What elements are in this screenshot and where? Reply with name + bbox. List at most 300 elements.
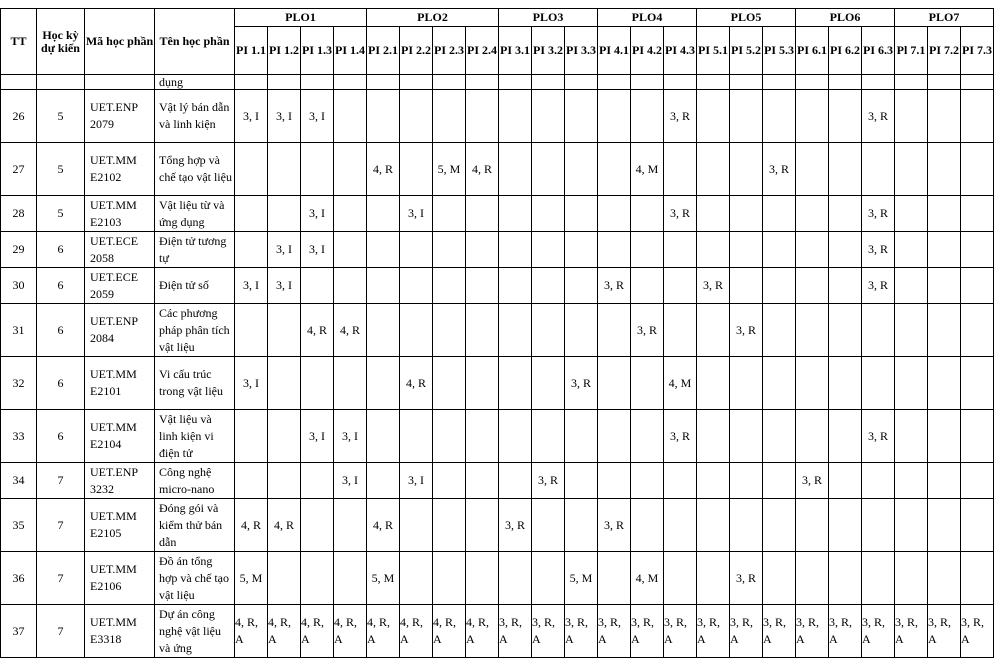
pi-mark-cell bbox=[862, 90, 895, 143]
pi-mark-cell bbox=[499, 196, 532, 232]
pi-mark-cell bbox=[598, 463, 631, 499]
pi-mark-cell bbox=[631, 552, 664, 605]
pi-mark-cell bbox=[763, 499, 796, 552]
pi-mark-cell bbox=[400, 410, 433, 463]
pi-mark-cell bbox=[862, 268, 895, 304]
pi-mark: 3, R bbox=[867, 242, 888, 256]
pi-mark-cell bbox=[631, 304, 664, 357]
pi-mark-cell bbox=[664, 499, 697, 552]
pi-mark-cell bbox=[895, 357, 928, 410]
course-semester: 6 bbox=[37, 357, 85, 410]
pi-mark-cell bbox=[565, 499, 598, 552]
pi-mark-cell bbox=[598, 552, 631, 605]
table-row bbox=[1, 605, 994, 658]
header-pi: PI 2.4 bbox=[466, 27, 499, 75]
table-row bbox=[1, 232, 994, 268]
pi-mark-cell bbox=[928, 232, 961, 268]
pi-mark-cell bbox=[367, 499, 400, 552]
pi-mark-cell bbox=[268, 357, 301, 410]
pi-mark: 3, I bbox=[243, 278, 259, 292]
pi-mark-cell bbox=[235, 410, 268, 463]
pi-mark: 3, R bbox=[801, 473, 822, 487]
pi-mark-cell bbox=[466, 499, 499, 552]
pi-mark-cell bbox=[862, 196, 895, 232]
pi-mark-cell bbox=[928, 357, 961, 410]
pi-mark-cell bbox=[466, 357, 499, 410]
header-pi: PI 7.3 bbox=[961, 27, 994, 75]
pi-mark: 3, R bbox=[603, 517, 624, 532]
course-semester: 7 bbox=[37, 499, 85, 552]
pi-mark-cell bbox=[466, 410, 499, 463]
pi-mark: 4, R bbox=[372, 161, 393, 176]
course-number: 35 bbox=[1, 499, 37, 552]
pi-mark: 3, R bbox=[867, 108, 888, 123]
pi-mark-cell bbox=[664, 90, 697, 143]
table-row bbox=[1, 463, 994, 499]
pi-mark-cell bbox=[763, 143, 796, 196]
pi-mark-cell bbox=[928, 605, 961, 658]
pi-mark-cell bbox=[334, 268, 367, 304]
header-plo: PLO1 bbox=[235, 9, 367, 27]
pi-mark-cell bbox=[466, 268, 499, 304]
table-header bbox=[1, 9, 994, 75]
pi-mark-cell bbox=[697, 268, 730, 304]
pi-mark: 5, M bbox=[437, 161, 461, 176]
pi-mark-cell bbox=[598, 499, 631, 552]
course-number: 26 bbox=[1, 90, 37, 143]
pi-mark-cell bbox=[862, 605, 895, 658]
pi-mark-cell bbox=[466, 463, 499, 499]
pi-mark-cell bbox=[928, 410, 961, 463]
pi-mark-cell bbox=[730, 196, 763, 232]
pi-mark: 3, R bbox=[867, 206, 888, 220]
pi-mark: 3, R bbox=[669, 206, 690, 220]
pi-mark-cell bbox=[697, 196, 730, 232]
pi-mark-cell bbox=[466, 90, 499, 143]
pi-mark-cell bbox=[565, 357, 598, 410]
header-pi: PI 6.3 bbox=[862, 27, 895, 75]
course-number: 31 bbox=[1, 304, 37, 357]
course-name: Vi cấu trúc trong vật liệu bbox=[155, 357, 235, 410]
course-semester: 5 bbox=[37, 196, 85, 232]
header-hoc-ky: Học kỳ dự kiến bbox=[37, 9, 85, 75]
pi-mark-cell bbox=[433, 143, 466, 196]
pi-mark-cell bbox=[598, 232, 631, 268]
header-pi: PI 2.3 bbox=[433, 27, 466, 75]
pi-mark: 3, R, A bbox=[532, 615, 556, 646]
pi-mark-cell bbox=[796, 232, 829, 268]
pi-mark: 3, R bbox=[537, 473, 558, 487]
pi-mark-cell bbox=[367, 196, 400, 232]
course-name: Đồ án tổng hợp và chế tạo vật liệu bbox=[155, 552, 235, 605]
pi-mark-cell bbox=[400, 196, 433, 232]
header-ma-hoc-phan: Mã học phần bbox=[85, 9, 155, 75]
pi-mark: 3, R, A bbox=[829, 615, 853, 646]
pi-mark-cell bbox=[301, 410, 334, 463]
pi-mark-cell bbox=[664, 232, 697, 268]
pi-mark-cell bbox=[565, 196, 598, 232]
pi-mark: 3, R, A bbox=[895, 615, 919, 646]
pi-mark-cell bbox=[301, 268, 334, 304]
pi-mark: 4, R, A bbox=[466, 615, 490, 646]
pi-mark-cell bbox=[433, 196, 466, 232]
pi-mark-cell bbox=[235, 90, 268, 143]
pi-mark-cell bbox=[763, 463, 796, 499]
pi-mark-cell bbox=[763, 357, 796, 410]
pi-mark-cell bbox=[367, 605, 400, 658]
pi-mark-cell bbox=[895, 268, 928, 304]
pi-mark-cell bbox=[565, 410, 598, 463]
pi-mark: 3, R, A bbox=[796, 615, 820, 646]
pi-mark-cell bbox=[730, 232, 763, 268]
table-row-continued bbox=[1, 75, 994, 90]
pi-mark-cell bbox=[730, 357, 763, 410]
header-pi: PI 4.3 bbox=[664, 27, 697, 75]
pi-mark-cell bbox=[268, 143, 301, 196]
pi-mark-cell bbox=[697, 304, 730, 357]
pi-mark: 4, M bbox=[635, 161, 659, 176]
pi-mark-cell bbox=[565, 268, 598, 304]
pi-mark-cell bbox=[631, 463, 664, 499]
pi-mark: 3, R bbox=[735, 322, 756, 337]
pi-mark-cell bbox=[631, 143, 664, 196]
header-pi: PI 2.1 bbox=[367, 27, 400, 75]
pi-mark-cell bbox=[829, 463, 862, 499]
pi-mark-cell bbox=[334, 90, 367, 143]
course-name: Đóng gói và kiểm thử bán dẫn bbox=[155, 499, 235, 552]
pi-mark: 3, R bbox=[603, 278, 624, 292]
pi-mark-cell bbox=[697, 463, 730, 499]
header-plo: PLO2 bbox=[367, 9, 499, 27]
pi-mark-cell bbox=[565, 232, 598, 268]
pi-mark-cell bbox=[400, 552, 433, 605]
pi-mark-cell bbox=[763, 268, 796, 304]
header-pi: PI 1.1 bbox=[235, 27, 268, 75]
pi-mark-cell bbox=[334, 552, 367, 605]
pi-mark-cell bbox=[400, 143, 433, 196]
pi-mark-cell bbox=[301, 499, 334, 552]
course-code: UET.MM E2101 bbox=[85, 357, 155, 410]
course-code: UET.MM E3318 bbox=[85, 605, 155, 658]
pi-mark-cell bbox=[664, 357, 697, 410]
pi-mark-cell bbox=[961, 410, 994, 463]
pi-mark-cell bbox=[763, 605, 796, 658]
pi-mark-cell bbox=[367, 232, 400, 268]
header-pi: PI 6.2 bbox=[829, 27, 862, 75]
pi-mark-cell bbox=[565, 463, 598, 499]
pi-mark-cell bbox=[400, 357, 433, 410]
pi-mark-cell bbox=[961, 552, 994, 605]
pi-mark-cell bbox=[763, 552, 796, 605]
pi-mark-cell bbox=[631, 410, 664, 463]
course-name-continued: dụng bbox=[155, 75, 235, 90]
pi-mark: 3, I bbox=[342, 428, 358, 443]
pi-mark: 3, R, A bbox=[730, 615, 754, 646]
pi-mark-cell bbox=[796, 268, 829, 304]
pi-mark: 3, R bbox=[867, 428, 888, 443]
table-row bbox=[1, 304, 994, 357]
pi-mark-cell bbox=[235, 605, 268, 658]
pi-mark: 3, I bbox=[342, 473, 358, 487]
pi-mark-cell bbox=[829, 143, 862, 196]
pi-mark-cell bbox=[697, 605, 730, 658]
pi-mark-cell bbox=[235, 304, 268, 357]
pi-mark-cell bbox=[499, 499, 532, 552]
pi-mark-cell bbox=[334, 143, 367, 196]
pi-mark-cell bbox=[532, 143, 565, 196]
header-pi: PI 5.2 bbox=[730, 27, 763, 75]
pi-mark: 3, R bbox=[735, 570, 756, 585]
pi-mark-cell bbox=[400, 463, 433, 499]
pi-mark: 4, R bbox=[273, 517, 294, 532]
pi-mark-cell bbox=[961, 143, 994, 196]
pi-mark: 4, R bbox=[240, 517, 261, 532]
course-code: UET.ENP 2084 bbox=[85, 304, 155, 357]
pi-mark: 3, R bbox=[768, 161, 789, 176]
pi-mark: 3, R bbox=[702, 278, 723, 292]
pi-mark: 3, R, A bbox=[631, 615, 655, 646]
pi-mark-cell bbox=[532, 357, 565, 410]
pi-mark-cell bbox=[268, 232, 301, 268]
pi-mark-cell bbox=[664, 410, 697, 463]
pi-mark-cell bbox=[466, 552, 499, 605]
header-plo: PLO7 bbox=[895, 9, 994, 27]
pi-mark-cell bbox=[730, 90, 763, 143]
pi-mark-cell bbox=[961, 196, 994, 232]
pi-mark-cell bbox=[532, 268, 565, 304]
table-row bbox=[1, 143, 994, 196]
pi-mark-cell bbox=[796, 463, 829, 499]
pi-mark-cell bbox=[334, 196, 367, 232]
course-name: Tổng hợp và chế tạo vật liệu bbox=[155, 143, 235, 196]
pi-mark-cell bbox=[697, 499, 730, 552]
pi-mark-cell bbox=[796, 410, 829, 463]
pi-mark-cell bbox=[235, 232, 268, 268]
pi-mark-cell bbox=[928, 143, 961, 196]
pi-mark-cell bbox=[631, 90, 664, 143]
pi-mark-cell bbox=[730, 143, 763, 196]
table-row bbox=[1, 552, 994, 605]
pi-mark-cell bbox=[301, 90, 334, 143]
pi-mark: 3, R, A bbox=[598, 615, 622, 646]
pi-mark-cell bbox=[235, 463, 268, 499]
pi-mark: 3, I bbox=[276, 242, 292, 256]
course-semester: 7 bbox=[37, 463, 85, 499]
pi-mark-cell bbox=[895, 499, 928, 552]
header-pi: PI 1.3 bbox=[301, 27, 334, 75]
pi-mark-cell bbox=[532, 90, 565, 143]
pi-mark: 5, M bbox=[371, 570, 395, 585]
table-body bbox=[1, 75, 994, 658]
pi-mark-cell bbox=[829, 499, 862, 552]
pi-mark-cell bbox=[961, 232, 994, 268]
course-code: UET.MM E2105 bbox=[85, 499, 155, 552]
pi-mark-cell bbox=[499, 143, 532, 196]
pi-mark-cell bbox=[598, 410, 631, 463]
pi-mark-cell bbox=[697, 552, 730, 605]
pi-mark-cell bbox=[664, 463, 697, 499]
pi-mark-cell bbox=[334, 463, 367, 499]
pi-mark-cell bbox=[532, 552, 565, 605]
pi-mark-cell bbox=[598, 196, 631, 232]
pi-mark-cell bbox=[433, 232, 466, 268]
pi-mark: 3, R, A bbox=[961, 615, 985, 646]
pi-mark-cell bbox=[862, 143, 895, 196]
pi-mark-cell bbox=[928, 463, 961, 499]
table-row bbox=[1, 499, 994, 552]
pi-mark-cell bbox=[433, 90, 466, 143]
header-tt: TT bbox=[1, 9, 37, 75]
pi-mark: 3, I bbox=[408, 473, 424, 487]
pi-mark-cell bbox=[301, 605, 334, 658]
pi-mark-cell bbox=[895, 605, 928, 658]
pi-mark-cell bbox=[961, 268, 994, 304]
pi-mark: 3, I bbox=[309, 242, 325, 256]
pi-mark-cell bbox=[796, 143, 829, 196]
pi-mark-cell bbox=[367, 357, 400, 410]
pi-mark-cell bbox=[961, 90, 994, 143]
pi-mark: 3, I bbox=[243, 375, 259, 390]
pi-mark-cell bbox=[928, 499, 961, 552]
pi-mark-cell bbox=[499, 268, 532, 304]
pi-mark: 4, R, A bbox=[334, 615, 358, 646]
pi-mark: 3, R bbox=[636, 322, 657, 337]
pi-mark-cell bbox=[268, 499, 301, 552]
pi-mark-cell bbox=[235, 552, 268, 605]
pi-mark-cell bbox=[499, 605, 532, 658]
pi-mark-cell bbox=[235, 357, 268, 410]
pi-mark-cell bbox=[697, 90, 730, 143]
pi-mark-cell bbox=[631, 196, 664, 232]
pi-mark-cell bbox=[730, 268, 763, 304]
header-pi: Pl 7.1 bbox=[895, 27, 928, 75]
pi-mark-cell bbox=[664, 143, 697, 196]
header-pi: PI 6.1 bbox=[796, 27, 829, 75]
pi-mark-cell bbox=[664, 552, 697, 605]
header-plo: PLO5 bbox=[697, 9, 796, 27]
pi-mark: 4, R bbox=[306, 322, 327, 337]
header-pi: PI 3.1 bbox=[499, 27, 532, 75]
pi-mark-cell bbox=[400, 268, 433, 304]
pi-mark-cell bbox=[631, 268, 664, 304]
course-number: 33 bbox=[1, 410, 37, 463]
pi-mark-cell bbox=[334, 232, 367, 268]
course-name: Điện tử số bbox=[155, 268, 235, 304]
header-pi: PI 1.2 bbox=[268, 27, 301, 75]
course-number: 34 bbox=[1, 463, 37, 499]
pi-mark-cell bbox=[895, 463, 928, 499]
course-name: Vật liệu và linh kiện vi điện tử bbox=[155, 410, 235, 463]
pi-mark-cell bbox=[829, 268, 862, 304]
pi-mark: 4, M bbox=[635, 570, 659, 585]
pi-mark-cell bbox=[631, 232, 664, 268]
pi-mark-cell bbox=[664, 605, 697, 658]
pi-mark-cell bbox=[796, 196, 829, 232]
pi-mark-cell bbox=[598, 143, 631, 196]
pi-mark-cell bbox=[433, 605, 466, 658]
pi-mark: 3, I bbox=[243, 108, 259, 123]
pi-mark-cell bbox=[829, 196, 862, 232]
pi-mark-cell bbox=[367, 143, 400, 196]
pi-mark: 3, I bbox=[276, 278, 292, 292]
table-row bbox=[1, 357, 994, 410]
pi-mark-cell bbox=[631, 605, 664, 658]
pi-mark-cell bbox=[466, 605, 499, 658]
pi-mark-cell bbox=[367, 410, 400, 463]
pi-mark-cell bbox=[565, 605, 598, 658]
course-code: UET.MM E2102 bbox=[85, 143, 155, 196]
course-code: UET.ENP 3232 bbox=[85, 463, 155, 499]
pi-mark-cell bbox=[466, 304, 499, 357]
pi-mark-cell bbox=[928, 552, 961, 605]
course-code: UET.ECE 2059 bbox=[85, 268, 155, 304]
pi-mark-cell bbox=[466, 196, 499, 232]
pi-mark: 3, R bbox=[669, 428, 690, 443]
pi-mark-cell bbox=[664, 304, 697, 357]
pi-mark-cell bbox=[268, 410, 301, 463]
pi-mark: 4, R bbox=[339, 322, 360, 337]
pi-mark: 3, R bbox=[669, 108, 690, 123]
table-row bbox=[1, 410, 994, 463]
pi-mark-cell bbox=[433, 552, 466, 605]
pi-mark-cell bbox=[730, 499, 763, 552]
pi-mark-cell bbox=[400, 605, 433, 658]
pi-mark-cell bbox=[565, 304, 598, 357]
pi-mark-cell bbox=[367, 552, 400, 605]
header-pi: PI 2.2 bbox=[400, 27, 433, 75]
pi-mark-cell bbox=[796, 499, 829, 552]
pi-mark-cell bbox=[334, 357, 367, 410]
course-number: 37 bbox=[1, 605, 37, 658]
pi-mark-cell bbox=[697, 232, 730, 268]
header-pi: PI 5.1 bbox=[697, 27, 730, 75]
pi-mark-cell bbox=[334, 304, 367, 357]
pi-mark-cell bbox=[961, 605, 994, 658]
pi-mark-cell bbox=[400, 499, 433, 552]
pi-mark-cell bbox=[598, 357, 631, 410]
pi-mark-cell bbox=[532, 410, 565, 463]
pi-mark-cell bbox=[235, 268, 268, 304]
pi-mark-cell bbox=[796, 357, 829, 410]
pi-mark-cell bbox=[664, 196, 697, 232]
header-ten-hoc-phan: Tên học phần bbox=[155, 9, 235, 75]
pi-mark-cell bbox=[796, 90, 829, 143]
pi-mark-cell bbox=[499, 304, 532, 357]
pi-mark: 3, R, A bbox=[697, 615, 721, 646]
pi-mark-cell bbox=[895, 143, 928, 196]
pi-mark-cell bbox=[829, 357, 862, 410]
pi-mark-cell bbox=[961, 463, 994, 499]
header-plo: PLO3 bbox=[499, 9, 598, 27]
pi-mark-cell bbox=[928, 196, 961, 232]
course-number: 30 bbox=[1, 268, 37, 304]
pi-mark-cell bbox=[301, 143, 334, 196]
pi-mark-cell bbox=[862, 410, 895, 463]
pi-mark-cell bbox=[961, 357, 994, 410]
pi-mark-cell bbox=[499, 463, 532, 499]
course-code: UET.ENP 2079 bbox=[85, 90, 155, 143]
pi-mark-cell bbox=[928, 268, 961, 304]
pi-mark-cell bbox=[499, 90, 532, 143]
pi-mark: 3, I bbox=[309, 108, 325, 123]
course-semester: 6 bbox=[37, 232, 85, 268]
pi-mark-cell bbox=[697, 410, 730, 463]
course-name: Các phương pháp phân tích vật liệu bbox=[155, 304, 235, 357]
pi-mark-cell bbox=[301, 304, 334, 357]
pi-mark-cell bbox=[928, 90, 961, 143]
pi-mark: 3, R, A bbox=[928, 615, 952, 646]
pi-mark-cell bbox=[862, 552, 895, 605]
